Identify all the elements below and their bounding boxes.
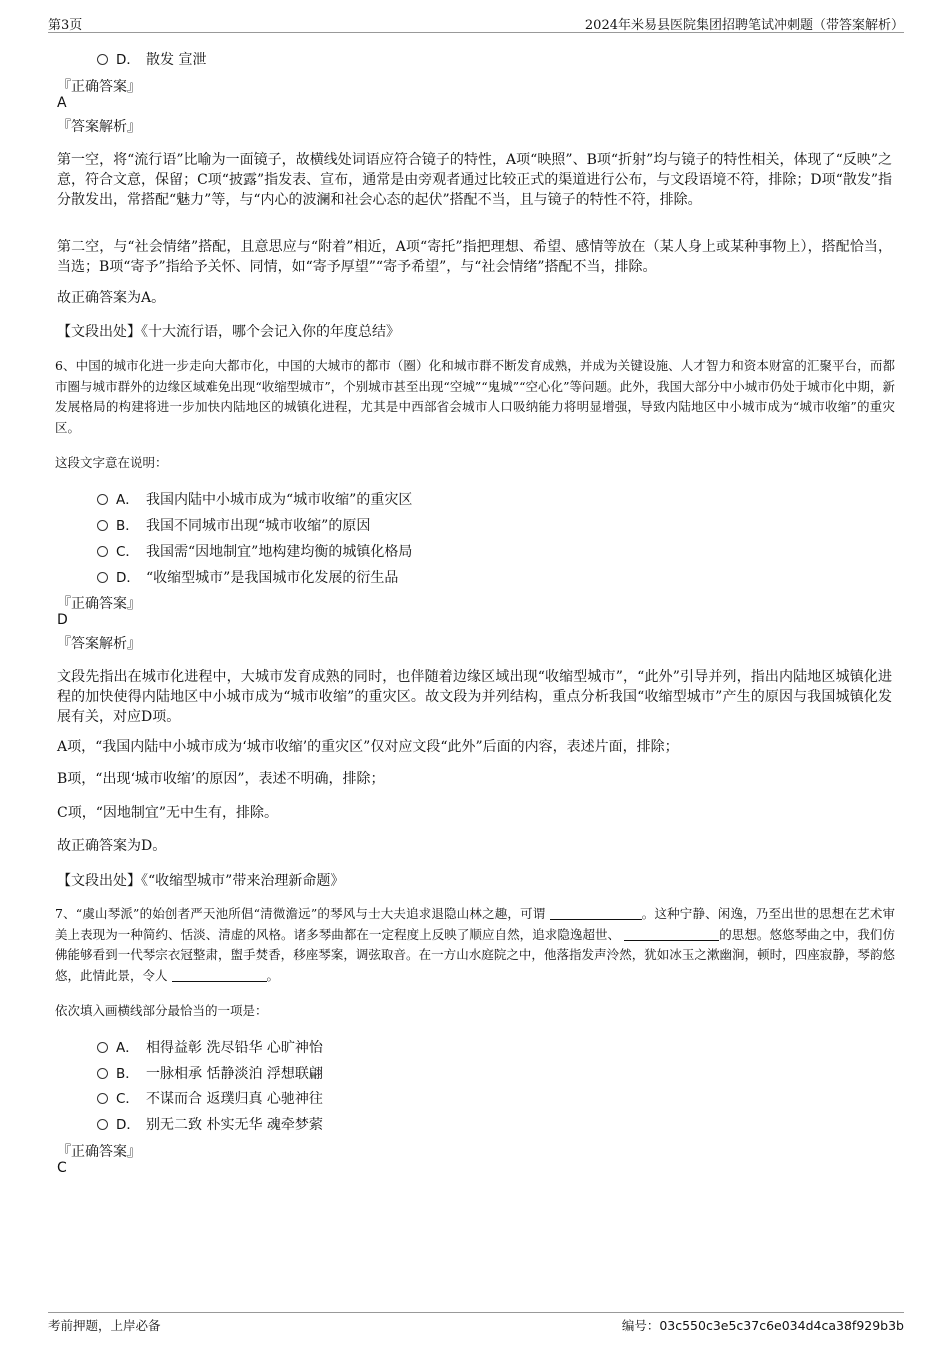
blank-3[interactable] [172,969,267,982]
radio-icon[interactable] [97,494,108,505]
blank-1[interactable] [550,907,642,920]
q6-option-a[interactable]: A． 我国内陆中小城市成为“城市收缩”的重灾区 [97,488,412,509]
q6-analysis-label: 『答案解析』 [57,636,141,652]
q7-option-a[interactable]: A． 相得益彰 洗尽铅华 心旷神怡 [97,1036,323,1057]
q5-answer: A [57,95,67,111]
document-code: 编号：03c550c3e5c37c6e034d4ca38f929b3b [621,1318,904,1333]
q5-option-d[interactable]: D． 散发 宣泄 [97,48,206,69]
q6-analysis-p4: C项，“因地制宜”无中生有，排除。 [57,805,279,821]
q5-source: 【文段出处】《十大流行语，哪个会记入你的年度总结》 [57,324,400,340]
q6-prompt: 这段文字意在说明： [55,455,168,470]
q7-option-d[interactable]: D． 别无二致 朴实无华 魂牵梦萦 [97,1113,323,1134]
q7-prompt: 依次填入画横线部分最恰当的一项是： [55,1003,268,1018]
q6-answer: D [57,612,68,628]
q5-analysis-p1: 第一空，将“流行语”比喻为一面镜子，故横线处词语应符合镜子的特性，A项“映照”、B项“折射”均与镜子的特性相关，体现了“反映”之意，符合文意，保留；C项“披露”指发表、宣布，通常是由旁观者通过比较正式的渠道进行公布，与文段语境不符，排除；D项“散发”指分散发出，常搭配“魅力”等，与“内心的波澜和社会心态的起伏”搭配不当，且与镜子的特性不符，排除。 [57,152,892,208]
radio-icon[interactable] [97,546,108,557]
page-footer [48,1312,904,1335]
q5-analysis-label: 『答案解析』 [57,119,141,135]
q6-analysis-p2: A项，“我国内陆中小城市成为‘城市收缩’的重灾区”仅对应文段“此外”后面的内容，表述片面，排除； [57,739,679,755]
q6-analysis-conclusion: 故正确答案为D。 [57,838,167,854]
radio-icon[interactable] [97,54,108,65]
q6-source: 【文段出处】《“收缩型城市”带来治理新命题》 [57,873,345,889]
q6-answer-label: 『正确答案』 [57,596,141,612]
q7-answer: C [57,1160,67,1176]
page-number: 第3页 [48,18,83,33]
q7-answer-label: 『正确答案』 [57,1144,141,1160]
radio-icon[interactable] [97,1119,108,1130]
q7-question: 7、“虞山琴派”的始创者严天池所倡“清微澹远”的琴风与士大夫追求退隐山林之趣，可谓 。这种宁静、闲逸，乃至出世的思想在艺术审美上表现为一种简约、恬淡、清虚的风格。诸多琴曲都在一定程度上反映了顺应自然，追求隐逸超世、 的思想。悠悠琴曲之中，我们仿佛能够看到一代琴宗衣冠整肃，盥手焚香，移座琴案，调弦取音。在一方山水庭院之中，他落指发声泠然，犹如冰玉之漱幽涧，顿时，四座寂静，琴韵悠悠，此情此景，令人 。 [55,906,895,983]
q6-option-d[interactable]: D． “收缩型城市”是我国城市化发展的衍生品 [97,566,398,587]
q6-analysis-p1: 文段先指出在城市化进程中，大城市发育成熟的同时，也伴随着边缘区域出现“收缩型城市”，“此外”引导并列，指出内陆地区城镇化进程的加快使得内陆地区中小城市成为“城市收缩”的重灾区。故文段为并列结构，重点分析我国“收缩型城市”产生的原因与我国城镇化发展有关，对应D项。 [57,669,892,725]
document-title: 2024年米易县医院集团招聘笔试冲刺题（带答案解析） [584,18,904,33]
q6-analysis-p3: B项，“出现‘城市收缩’的原因”，表述不明确，排除； [57,771,385,787]
radio-icon[interactable] [97,1042,108,1053]
radio-icon[interactable] [97,572,108,583]
footer-slogan: 考前押题，上岸必备 [48,1318,161,1333]
q5-answer-label: 『正确答案』 [57,79,141,95]
radio-icon[interactable] [97,1068,108,1079]
q7-option-b[interactable]: B． 一脉相承 恬静淡泊 浮想联翩 [97,1062,323,1083]
q6-question: 6、中国的城市化进一步走向大都市化，中国的大城市的都市（圈）化和城市群不断发育成熟，并成为关键设施、人才智力和资本财富的汇聚平台，而都市圈与城市群外的边缘区域难免出现“收缩型城市”，个别城市甚至出现“空城”“鬼城”“空心化”等问题。此外，我国大部分中小城市仍处于城市化中期，新发展格局的构建将进一步加快内陆地区的城镇化进程，尤其是中西部省会城市人口吸纳能力将明显增强，导致内陆地区中小城市成为“城市收缩”的重灾区。 [55,358,895,435]
blank-2[interactable] [624,928,719,941]
q5-analysis-p2: 第二空，与“社会情绪”搭配，且意思应与“附着”相近，A项“寄托”指把理想、希望、感情等放在（某人身上或某种事物上），搭配恰当，当选；B项“寄予”指给予关怀、同情，如“寄予厚望”“寄予希望”，与“社会情绪”搭配不当，排除。 [57,239,892,275]
page-header [48,12,904,33]
q6-option-b[interactable]: B． 我国不同城市出现“城市收缩”的原因 [97,514,370,535]
radio-icon[interactable] [97,1093,108,1104]
q6-option-c[interactable]: C． 我国需“因地制宜”地构建均衡的城镇化格局 [97,540,412,561]
radio-icon[interactable] [97,520,108,531]
q7-option-c[interactable]: C． 不谋而合 返璞归真 心驰神往 [97,1087,323,1108]
q5-analysis-conclusion: 故正确答案为A。 [57,290,166,306]
